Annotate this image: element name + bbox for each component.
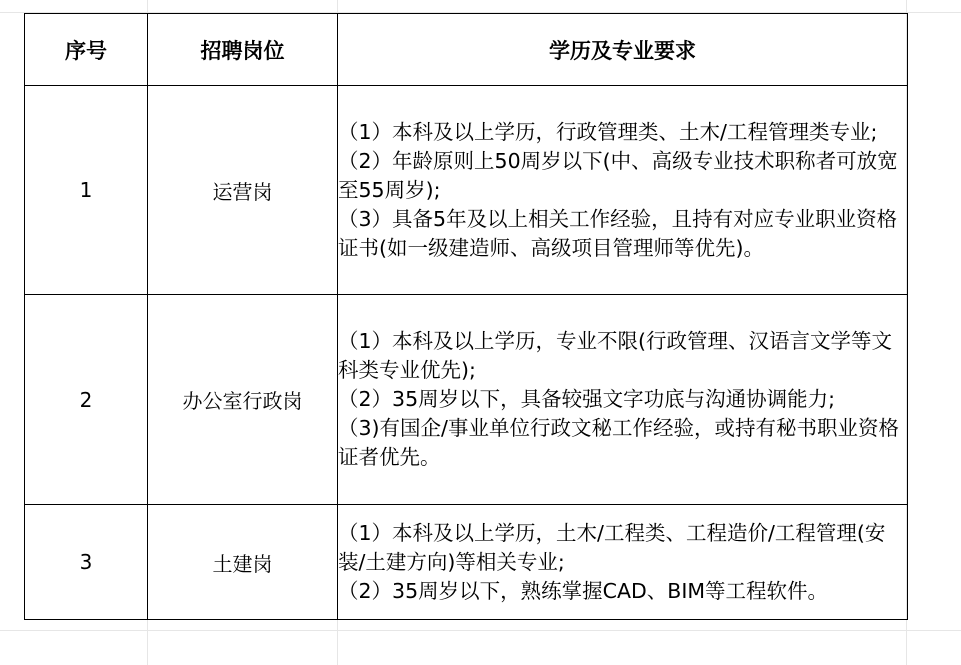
requirement-item: （2）35周岁以下，熟练掌握CAD、BIM等工程软件。 xyxy=(338,578,829,603)
cell-requirements xyxy=(338,86,908,295)
cell-requirements xyxy=(338,505,908,620)
recruitment-table xyxy=(24,13,908,620)
cell-index: 2 xyxy=(25,295,148,505)
cell-position: 土建岗 xyxy=(148,505,338,620)
header-row xyxy=(25,14,908,86)
header-index: 序号 xyxy=(25,14,148,86)
requirement-item: （1）本科及以上学历，行政管理类、土木/工程管理类专业; xyxy=(338,119,878,144)
cell-index: 1 xyxy=(25,86,148,295)
header-position: 招聘岗位 xyxy=(148,14,338,86)
cell-index: 3 xyxy=(25,505,148,620)
requirement-item: （1）本科及以上学历，专业不限(行政管理、汉语言文学等文科类专业优先); xyxy=(338,329,893,382)
requirement-item: （3）具备5年及以上相关工作经验，且持有对应专业职业资格证书(如一级建造师、高级项目管理师等优先)。 xyxy=(338,206,898,260)
requirement-item: （2）35周岁以下，具备较强文字功底与沟通协调能力; xyxy=(338,387,836,411)
cell-position: 办公室行政岗 xyxy=(148,295,338,505)
table-row xyxy=(25,505,908,620)
cell-requirements xyxy=(338,295,908,505)
table-row xyxy=(25,295,908,505)
table-row xyxy=(25,86,908,295)
requirement-item: （1）本科及以上学历，土木/工程类、工程造价/工程管理(安装/土建方向)等相关专业; xyxy=(338,520,886,574)
header-requirements: 学历及专业要求 xyxy=(338,14,908,86)
grid-line xyxy=(0,630,961,631)
requirement-item: （2）年龄原则上50周岁以下(中、高级专业技术职称者可放宽至55周岁); xyxy=(338,148,898,202)
requirement-item: （3)有国企/事业单位行政文秘工作经验，或持有秘书职业资格证者优先。 xyxy=(338,416,899,469)
cell-position: 运营岗 xyxy=(148,86,338,295)
